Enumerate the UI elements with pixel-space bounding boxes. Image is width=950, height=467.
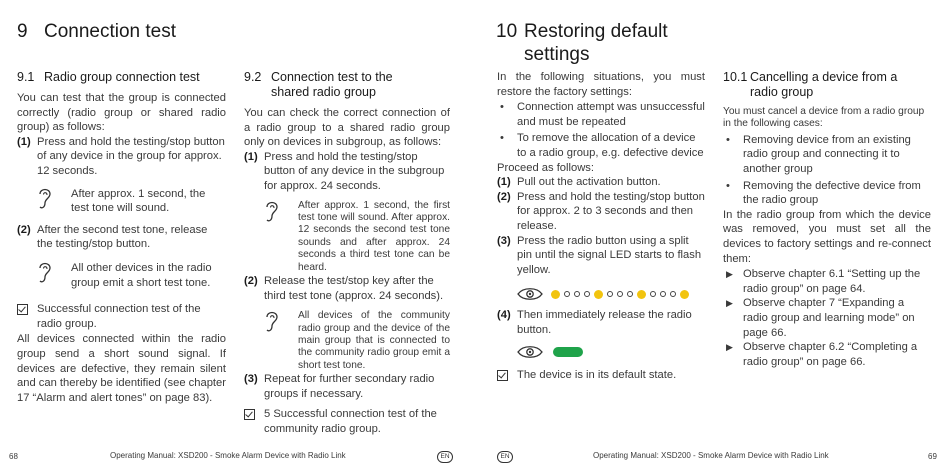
led-green-bar: [553, 347, 583, 357]
step-3: [497, 234, 705, 278]
language-badge-left: EN: [437, 451, 453, 463]
step-text: Pull out the activation button.: [517, 176, 661, 189]
outro-paragraph: All devices connected within the radio group send a short sound signal. If devices are defective, they remain silent and can thereby be identified (see chapter 17 “Alarm and alert tones” on page 83).: [17, 333, 226, 404]
step-4: [497, 308, 705, 337]
section-9-2: [244, 70, 450, 437]
page-number-right: 69: [928, 452, 937, 461]
page-number-left: 68: [9, 452, 18, 461]
step-text: Repeat for further secondary radio groups if necessary.: [264, 373, 435, 400]
bullet-dot: •: [726, 179, 730, 192]
result-text: Successful connection test of the radio group.: [37, 303, 201, 330]
subsection-title-10-1: [723, 70, 931, 100]
section-title-text: Connection test: [44, 21, 177, 42]
step-text: Press and hold the testing/stop button for approx. 2 to 3 seconds and then release.: [517, 190, 705, 232]
step-text: Release the test/stop key after the third test tone (approx. 24 seconds).: [264, 275, 444, 302]
section-title-10: [496, 20, 668, 66]
led-dot-off: [670, 291, 676, 297]
led-dot-off: [584, 291, 590, 297]
reference-item: [723, 340, 931, 369]
section-9-1: [17, 70, 226, 405]
result-check: [244, 407, 450, 436]
language-badge-right: EN: [497, 451, 513, 463]
sound-note-1: [17, 187, 226, 216]
step-number: (2): [244, 275, 258, 287]
note-text: After approx. 1 second, the first test tone will sound. After approx. 12 seconds the second test tone sounds and after approx. 24 seconds a third test tone can be heard.: [298, 199, 450, 273]
section-number: 9: [17, 21, 28, 42]
section-title-line2: settings: [524, 44, 590, 65]
ear-icon: [36, 185, 54, 213]
reference-item: [723, 267, 931, 296]
led-green-indicator: [517, 344, 705, 360]
checkbox-icon: [497, 370, 508, 381]
step-2: [244, 274, 450, 303]
intro-paragraph: You can check the correct connection of a radio group to a shared radio group only on devices in subgroup, as follows:: [244, 107, 450, 149]
bullet-text: Removing device from an existing radio group and connecting it to another group: [743, 133, 911, 175]
led-dot-off: [607, 291, 613, 297]
result-check: [497, 368, 705, 383]
arrow-right-icon: ▶: [726, 342, 733, 353]
led-dot-off: [627, 291, 633, 297]
subsection-title-line1: Cancelling a device from a: [750, 70, 898, 84]
led-dot-off: [574, 291, 580, 297]
bullet-dot: •: [726, 133, 730, 146]
subsection-number: 10.1: [723, 70, 748, 84]
subsection-title-text: Radio group connection test: [44, 70, 200, 84]
step-number: (2): [497, 190, 511, 203]
step-text: Then immediately release the radio button.: [517, 309, 692, 336]
subsection-number: 9.2: [244, 70, 262, 84]
result-text: The device is in its default state.: [517, 368, 677, 381]
step-1: [17, 135, 226, 179]
section-title-9: [17, 20, 176, 43]
reference-text: Observe chapter 6.2 “Completing a radio group” on page 66.: [743, 341, 918, 368]
ear-icon: [263, 198, 281, 226]
step-number: (1): [17, 135, 31, 148]
intro-paragraph: You can test that the group is connected correctly (radio group or shared radio group) as follows:: [17, 92, 226, 134]
bullet-text: To remove the allocation of a device to a radio group, e.g. defective device: [517, 132, 704, 159]
reference-text: Observe chapter 6.1 “Setting up the radio group” on page 64.: [743, 268, 921, 295]
note-text: All other devices in the radio group emit a short test tone.: [71, 261, 212, 289]
step-number: (3): [497, 234, 511, 247]
checkbox-icon: [244, 409, 255, 420]
led-dot-yellow: [594, 290, 603, 299]
bullet-dot: •: [500, 101, 504, 114]
section-title-line1: Restoring default: [524, 21, 668, 42]
intro-paragraph: In the following situations, you must restore the factory settings:: [497, 71, 705, 98]
step-number: (1): [497, 176, 511, 189]
reference-item: [723, 296, 931, 340]
result-check: [17, 302, 226, 331]
eye-icon: [517, 344, 543, 360]
bullet-text: Removing the defective device from the radio group: [743, 179, 921, 207]
step-number: (4): [497, 309, 511, 322]
step-number: (2): [17, 223, 31, 236]
bullet-dot: •: [500, 132, 504, 145]
step-1: [497, 175, 705, 190]
result-text: 5 Successful connection test of the community radio group.: [264, 408, 437, 435]
body-paragraph: In the radio group from which the device was removed, you must set all the devices to factory settings and re-connect them:: [723, 208, 931, 265]
subsection-title-9-2: [244, 70, 450, 100]
footer-text-right: Operating Manual: XSD200 - Smoke Alarm Device with Radio Link: [593, 451, 829, 460]
ear-icon: [263, 308, 281, 336]
checkbox-icon: [17, 304, 28, 315]
bullet-item: [497, 100, 705, 129]
subsection-number: 9.1: [17, 70, 35, 84]
led-dot-off: [660, 291, 666, 297]
step-number: (3): [244, 373, 258, 386]
subsection-title-line2: radio group: [750, 85, 814, 99]
led-dot-off: [650, 291, 656, 297]
arrow-right-icon: ▶: [726, 269, 733, 280]
bullet-text: Connection attempt was unsuccessful and must be repeated: [517, 101, 705, 128]
eye-icon: [517, 286, 543, 302]
step-1: [244, 150, 450, 194]
step-text: Press and hold the testing/stop button of any device in the group for approx. 12 seconds.: [37, 135, 225, 177]
led-dot-yellow: [680, 290, 689, 299]
led-flash-yellow-indicator: [517, 286, 705, 302]
section-number: 10: [496, 21, 518, 42]
section-10-1: [723, 70, 931, 369]
subsection-title-line2: shared radio group: [271, 85, 376, 99]
bullet-item: [723, 133, 931, 177]
footer-text-left: Operating Manual: XSD200 - Smoke Alarm Device with Radio Link: [110, 451, 346, 460]
section-10: [497, 70, 705, 382]
step-text: Press and hold the testing/stop button of any device in the subgroup for approx. 24 seconds.: [264, 150, 445, 192]
led-dot-off: [564, 291, 570, 297]
sound-note-2: [17, 261, 226, 290]
subsection-title-line1: Connection test to the: [271, 70, 393, 84]
proceed-text: Proceed as follows:: [497, 161, 595, 174]
bullet-item: [497, 131, 705, 160]
intro-paragraph: You must cancel a device from a radio group in the following cases:: [723, 106, 925, 130]
step-number: (1): [244, 150, 258, 163]
reference-text: Observe chapter 7 “Expanding a radio group and learning mode” on page 66.: [743, 297, 915, 339]
step-3: [244, 372, 450, 401]
led-dot-yellow: [551, 290, 560, 299]
step-2: [17, 223, 226, 252]
step-text: After the second test tone, release the testing/stop button.: [37, 223, 208, 251]
sound-note-1: [244, 200, 450, 274]
subsection-title-9-1: [17, 70, 226, 85]
note-text: After approx. 1 second, the test tone will sound.: [71, 187, 206, 215]
step-text: Press the radio button using a split pin until the signal LED starts to flash yellow.: [517, 234, 702, 276]
bullet-item: [723, 179, 931, 208]
ear-icon: [36, 259, 54, 287]
sound-note-2: [244, 310, 450, 372]
led-dot-off: [617, 291, 623, 297]
led-dot-yellow: [637, 290, 646, 299]
note-text: All devices of the community radio group and the device of the main group that is connected to the community radio group emit a short test tone.: [298, 310, 450, 371]
step-2: [497, 190, 705, 234]
arrow-right-icon: ▶: [726, 298, 733, 309]
